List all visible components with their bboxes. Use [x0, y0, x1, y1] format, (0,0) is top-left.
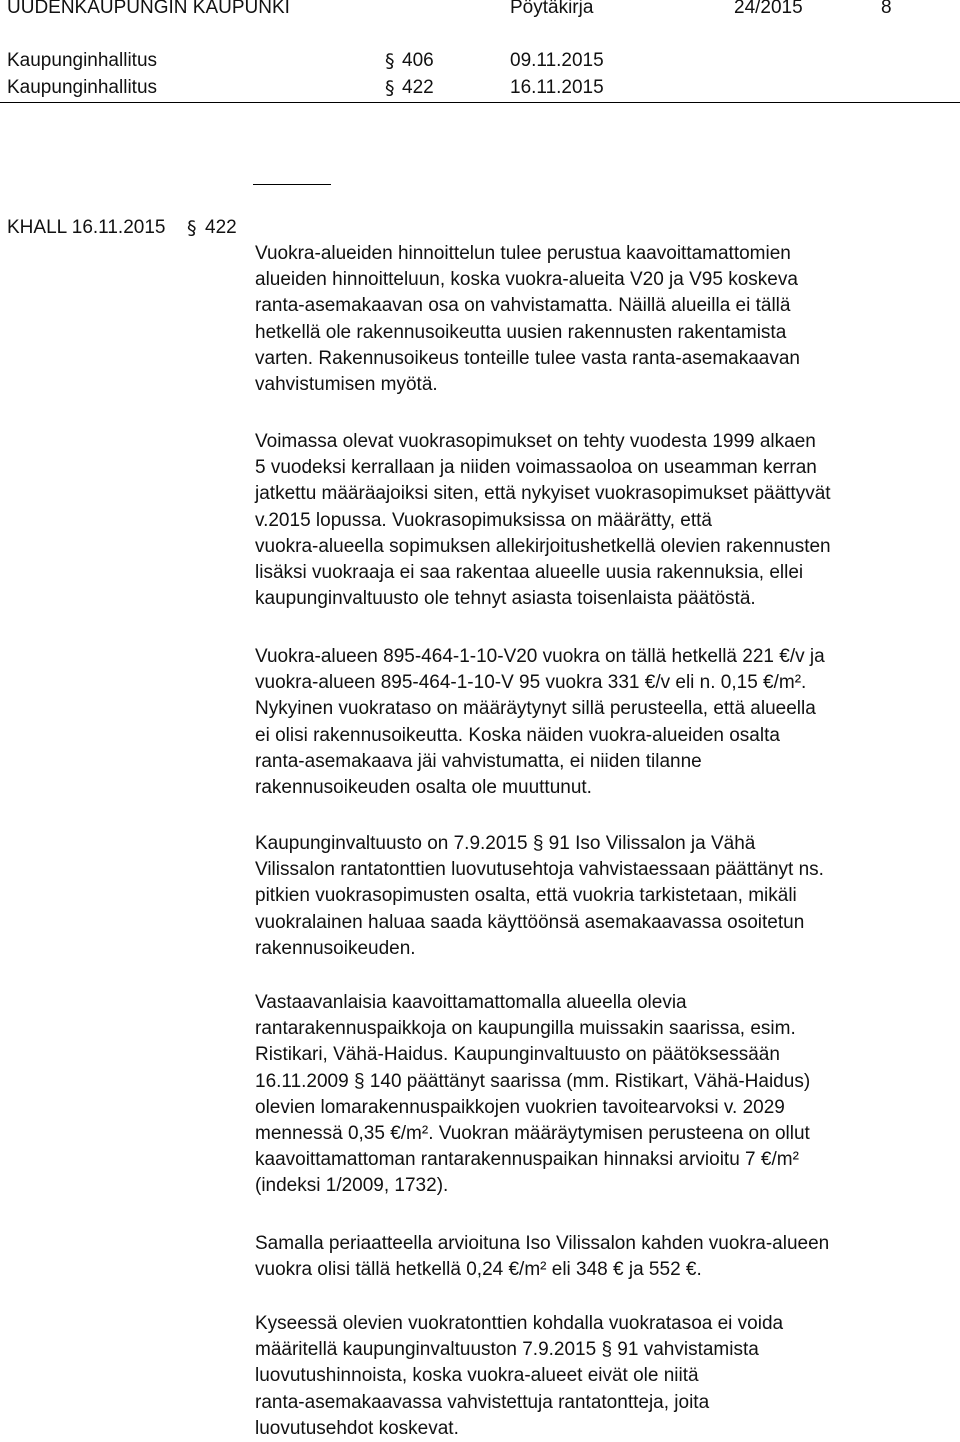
text-line: vahvistumisen myötä. [255, 374, 438, 396]
text-line: hetkellä ole rakennusoikeutta uusien rakennusten rakentamista [255, 321, 787, 343]
text-line: kaavoittamattoman rantarakennuspaikan hinnaksi arvioitu 7 €/m² [255, 1149, 799, 1171]
text-line: Ristikari, Vähä-Haidus. Kaupunginvaltuusto on päätöksessään [255, 1044, 780, 1066]
document-number: 24/2015 [734, 0, 803, 18]
paragraph [255, 644, 957, 801]
text-line: olevien lomarakennuspaikkojen vuokrien tavoitearvoksi v. 2029 [255, 1096, 785, 1118]
text-line: Vuokra-alueiden hinnoittelun tulee perustua kaavoittamattomien [255, 243, 791, 264]
text-line: luovutushinnoista, koska vuokra-alueet eivät ole niitä [255, 1365, 699, 1387]
text-line: ei olisi rakennusoikeutta. Koska näiden vuokra-alueiden osalta [255, 724, 780, 746]
text-line: 16.11.2009 § 140 päättänyt saarissa (mm. Ristikart, Vähä-Haidus) [255, 1070, 811, 1092]
section-sign: § [385, 50, 395, 72]
paragraph [255, 429, 957, 612]
text-line: kaupunginvaltuusto ole tehnyt asiasta toisenlaista päätöstä. [255, 588, 756, 610]
paragraph [255, 1311, 957, 1442]
text-line: vuokra-alueen 895-464-1-10-V 95 vuokra 331 €/v eli n. 0,15 €/m². [255, 672, 807, 694]
text-line: rantarakennuspaikkoja on kaupungilla muissakin saarissa, esim. [255, 1018, 796, 1040]
text-line: ranta-asemakaava jäi vahvistumatta, ei niiden tilanne [255, 750, 702, 772]
text-line: varten. Rakennusoikeus tonteille tulee vasta ranta-asemakaavan [255, 347, 800, 369]
meeting-section-number: 406 [402, 50, 434, 71]
section-divider [253, 184, 331, 185]
meeting-date: 16.11.2015 [510, 77, 604, 98]
text-line: mennessä 0,35 €/m². Vuokran määräytymisen perusteena on ollut [255, 1123, 810, 1145]
text-line: ranta-asemakaavassa vahvistettuja rantatontteja, joita [255, 1391, 710, 1413]
text-line: alueiden hinnoitteluun, koska vuokra-alueita V20 ja V95 koskeva [255, 269, 798, 291]
paragraph [255, 990, 957, 1200]
text-line: lisäksi vuokraaja ei saa rakentaa alueelle uusia rakennuksia, ellei [255, 562, 804, 584]
meeting-section-number: 422 [402, 77, 434, 98]
document-type: Pöytäkirja [510, 0, 594, 18]
text-line: 5 vuodeksi kerrallaan ja niiden voimassaoloa on useamman kerran [255, 457, 817, 479]
paragraph [255, 1231, 957, 1283]
page-number: 8 [881, 0, 892, 18]
text-line: vuokralainen haluaa saada käyttöönsä asemakaavassa osoitetun [255, 911, 805, 933]
text-line: luovutusehdot koskevat. [255, 1417, 459, 1439]
meeting-body: Kaupunginhallitus [7, 50, 158, 71]
organization-name: UUDENKAUPUNGIN KAUPUNKI [7, 0, 290, 18]
text-line: rakennusoikeuden. [255, 937, 416, 959]
section-reference-number: 422 [205, 217, 237, 238]
text-line: Vuokra-alueen 895-464-1-10-V20 vuokra on tällä hetkellä 221 €/v ja [255, 646, 825, 667]
header-divider [0, 102, 960, 103]
text-line: (indeksi 1/2009, 1732). [255, 1175, 449, 1197]
text-line: Vilissalon rantatonttien luovutusehtoja vahvistaessaan päättänyt ns. [255, 859, 824, 881]
section-reference: KHALL 16.11.2015 [7, 217, 166, 238]
text-line: v.2015 lopussa. Vuokrasopimuksissa on määrätty, että [255, 509, 712, 531]
text-line: Nykyinen vuokrataso on määräytynyt sillä perusteella, että alueella [255, 698, 816, 720]
meeting-date: 09.11.2015 [510, 50, 604, 71]
text-line: Kaupunginvaltuusto on 7.9.2015 § 91 Iso Vilissalon ja Vähä [255, 833, 756, 854]
text-line: vuokra-alueella sopimuksen allekirjoitushetkellä olevien rakennusten [255, 535, 831, 557]
paragraph [255, 831, 957, 962]
text-line: Vastaavanlaisia kaavoittamattomalla alueella olevia [255, 992, 687, 1013]
text-line: rakennusoikeuden osalta ole muuttunut. [255, 777, 592, 799]
paragraph [255, 241, 957, 398]
meeting-body: Kaupunginhallitus [7, 77, 158, 98]
text-line: jatkettu määräajoiksi siten, että nykyiset vuokrasopimukset päättyvät [255, 483, 831, 505]
text-line: pitkien vuokrasopimusten osalta, että vuokria tarkistetaan, mikäli [255, 885, 797, 907]
text-line: vuokra olisi tällä hetkellä 0,24 €/m² eli 348 € ja 552 €. [255, 1259, 702, 1281]
section-sign: § [385, 77, 395, 99]
text-line: Kyseessä olevien vuokratonttien kohdalla vuokratasoa ei voida [255, 1313, 784, 1334]
text-line: Voimassa olevat vuokrasopimukset on tehty vuodesta 1999 alkaen [255, 431, 816, 452]
text-line: Samalla periaatteella arvioituna Iso Vilissalon kahden vuokra-alueen [255, 1233, 830, 1254]
text-line: ranta-asemakaavan osa on vahvistamatta. Näillä alueilla ei tällä [255, 295, 791, 317]
section-sign: § [187, 217, 197, 239]
text-line: määritellä kaupunginvaltuuston 7.9.2015 § 91 vahvistamista [255, 1339, 759, 1361]
